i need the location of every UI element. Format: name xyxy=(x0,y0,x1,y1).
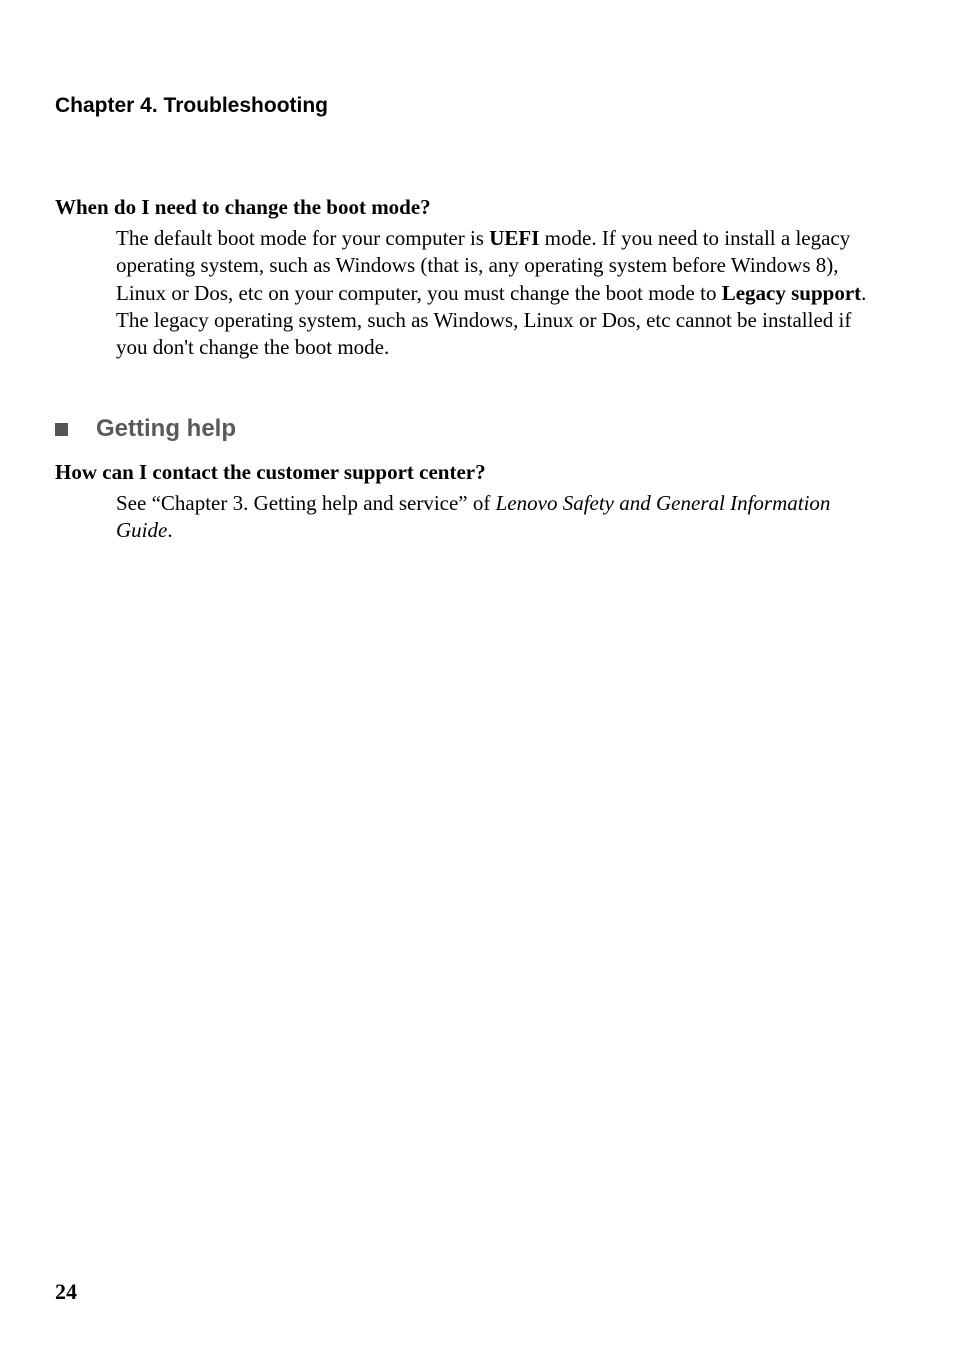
boot-mode-question: When do I need to change the boot mode? xyxy=(55,195,431,219)
support-answer-text-2: . xyxy=(167,518,173,543)
uefi-term: UEFI xyxy=(489,226,540,250)
boot-mode-answer-text-1: The default boot mode for your computer is xyxy=(116,226,490,250)
boot-mode-answer xyxy=(116,225,868,361)
section-title: Getting help xyxy=(96,415,236,442)
support-answer-text-1: See “Chapter 3. Getting help and service” of xyxy=(116,491,496,515)
guide-title: Lenovo Safety and General Information Guide xyxy=(116,491,831,543)
boot-mode-answer-text-2: mode. If you need to install a legacy operating system, such as Windows (that is, any operating system before Windows 8), Linux or Dos, etc on your computer, you must change the boot mode to xyxy=(116,226,851,305)
getting-help-heading xyxy=(55,414,236,444)
boot-mode-answer-text-3: . The legacy operating system, such as Windows, Linux or Dos, etc cannot be installed if you don't change the boot mode. xyxy=(116,280,867,360)
support-center-question: How can I contact the customer support center? xyxy=(55,460,486,484)
square-bullet-icon xyxy=(55,423,68,436)
chapter-header: Chapter 4. Troubleshooting xyxy=(55,94,329,117)
page-number: 24 xyxy=(55,1279,77,1304)
legacy-support-term: Legacy support xyxy=(721,280,862,305)
support-center-answer xyxy=(116,490,868,545)
